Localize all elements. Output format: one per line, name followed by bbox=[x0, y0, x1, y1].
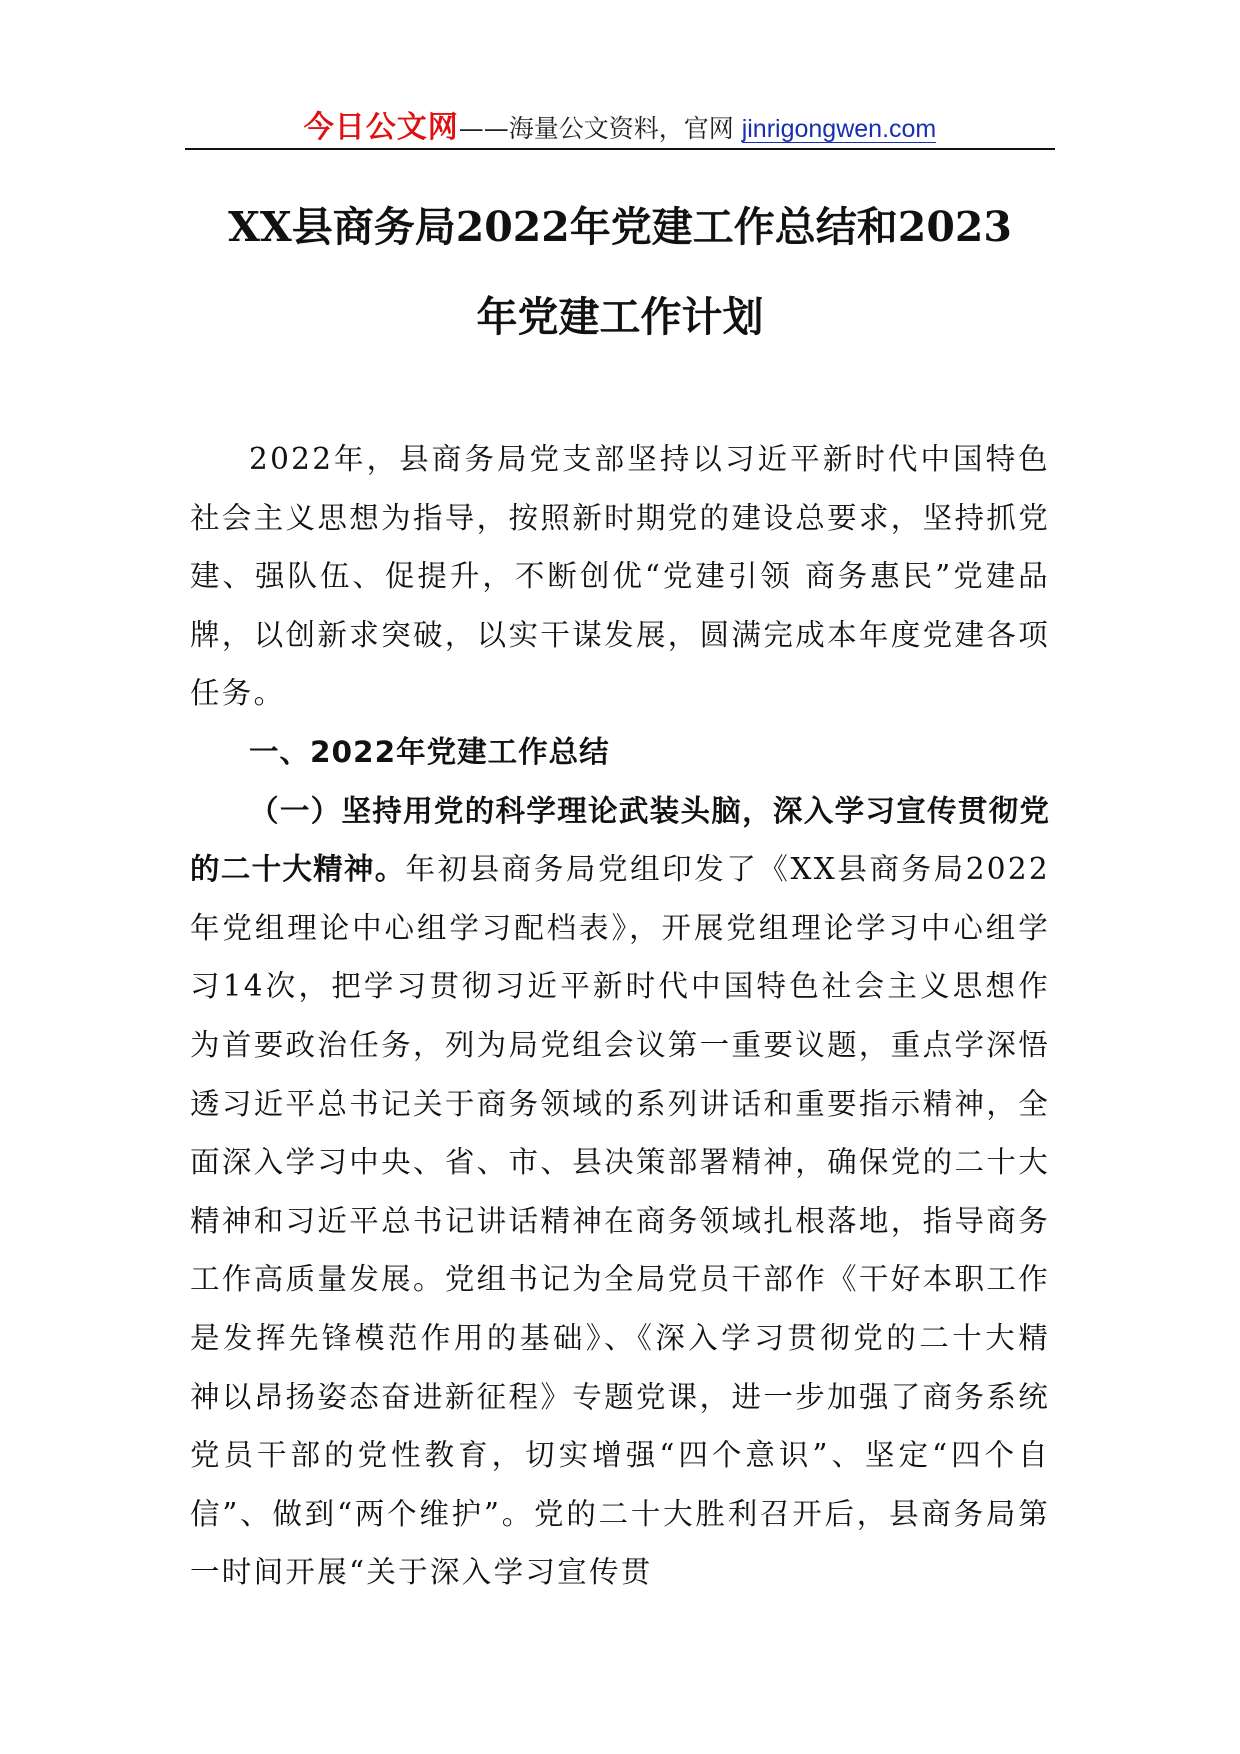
page-header bbox=[185, 102, 1055, 150]
intro-paragraph: 2022年，县商务局党支部坚持以习近平新时代中国特色社会主义思想为指导，按照新时期党的建设总要求，坚持抓党建、强队伍、促提升，不断创优“党建引领 商务惠民”党建品牌，以创新求突破，以实干谋发展，圆满完成本年度党建各项任务。 bbox=[190, 442, 1050, 711]
paragraph-lead: （一）坚持用党的科学理论武装头脑，深入学习宣传贯彻党的二十大精神。 bbox=[190, 793, 1050, 887]
website-link[interactable]: jinrigongwen.com bbox=[741, 115, 937, 143]
document-body bbox=[190, 430, 1050, 1602]
body-paragraph bbox=[190, 782, 1050, 1602]
section-heading: 一、2022年党建工作总结 bbox=[249, 734, 610, 769]
paragraph-text: 年初县商务局党组印发了《XX县商务局2022年党组理论中心组学习配档表》，开展党组理论学习中心组学习14次，把学习贯彻习近平新时代中国特色社会主义思想作为首要政治任务，列为局党组会议第一重要议题，重点学深悟透习近平总书记关于商务领域的系列讲话和重要指示精神，全面深入学习中央、省、市、县决策部署精神，确保党的二十大精神和习近平总书记讲话精神在商务领域扎根落地，指导商务工作高质量发展。党组书记为全局党员干部作《干好本职工作是发挥先锋模范作用的基础》、《深入学习贯彻党的二十大精神以昂扬姿态奋进新征程》专题党课，进一步加强了商务系统党员干部的党性教育，切实增强“四个意识”、坚定“四个自信”、做到“两个维护”。党的二十大胜利召开后，县商务局第一时间开展“关于深入学习宣传贯 bbox=[190, 852, 1050, 1590]
header-tagline: ——海量公文资料，官网 bbox=[458, 114, 742, 143]
document-title bbox=[150, 182, 1090, 362]
brand-name: 今日公文网 bbox=[303, 110, 459, 145]
header-divider bbox=[185, 148, 1055, 150]
title-line-1: XX县商务局2022年党建工作总结和2023 bbox=[228, 203, 1012, 251]
title-line-2: 年党建工作计划 bbox=[476, 293, 764, 341]
